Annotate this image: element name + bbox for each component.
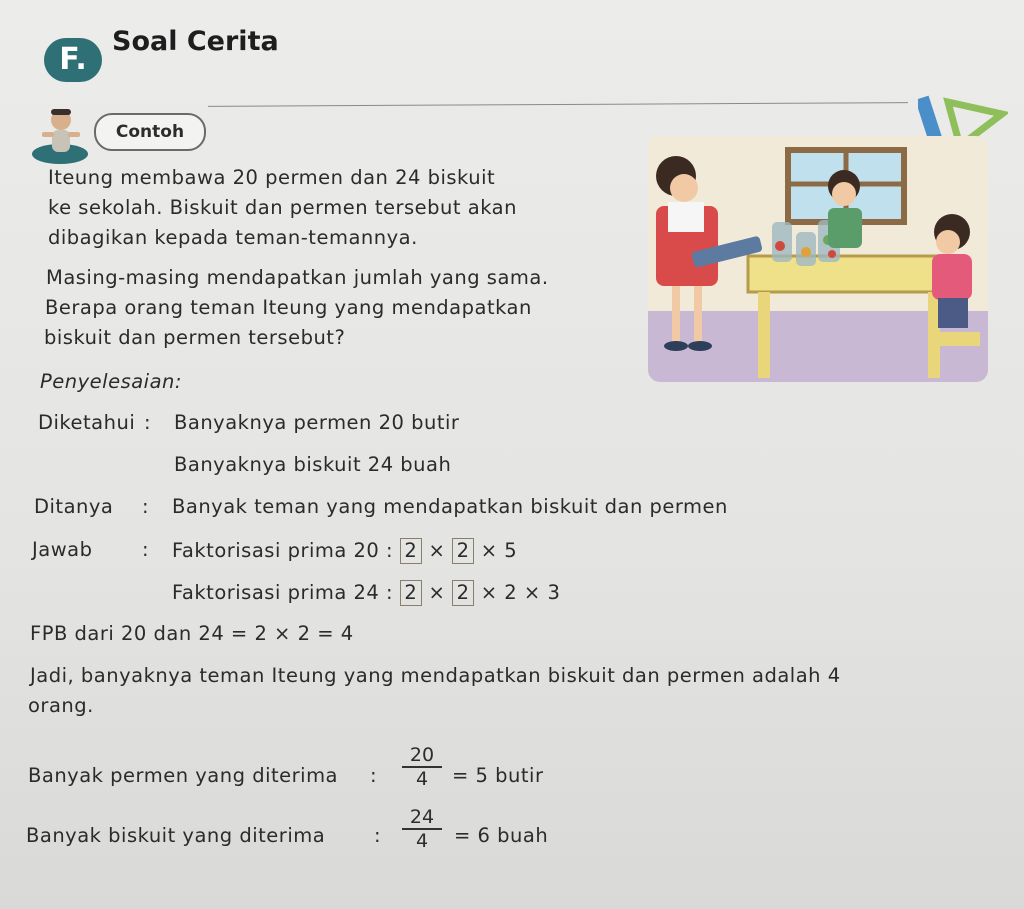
asked-colon: :: [142, 495, 150, 518]
known-line: Banyaknya biskuit 24 buah: [174, 453, 452, 476]
problem-line: Berapa orang teman Iteung yang mendapatkan: [45, 296, 532, 319]
biscuit-colon: :: [374, 824, 382, 847]
known-colon: :: [144, 411, 152, 434]
section-badge: F.: [44, 38, 102, 82]
fraction-numerator: 20: [402, 744, 442, 768]
classroom-illustration: [648, 136, 988, 382]
known-label: Diketahui: [38, 411, 136, 434]
fraction-denominator: 4: [415, 768, 429, 790]
problem-line: Iteung membawa 20 permen dan 24 biskuit: [48, 166, 496, 189]
biscuit-label: Banyak biskuit yang diterima: [26, 824, 326, 847]
answer-label: Jawab: [32, 538, 93, 561]
candy-label: Banyak permen yang diterima: [28, 764, 339, 787]
problem-line: ke sekolah. Biskuit dan permen tersebut akan: [48, 196, 517, 219]
fraction-numerator: 24: [402, 806, 442, 830]
fpb-line: FPB dari 20 dan 24 = 2 × 2 = 4: [30, 622, 354, 645]
conclusion-line: orang.: [28, 694, 94, 717]
candy-fraction: [402, 744, 442, 790]
student-mascot-icon: [30, 104, 92, 166]
prime-label-24: Faktorisasi prima 24 :: [172, 581, 394, 604]
example-label: Contoh: [94, 113, 206, 151]
prime-label-20: Faktorisasi prima 20 :: [172, 539, 394, 562]
asked-label: Ditanya: [34, 495, 114, 518]
known-line: Banyaknya permen 20 butir: [174, 411, 460, 434]
problem-line: dibagikan kepada teman-temannya.: [48, 226, 418, 249]
times-sign: ×: [428, 581, 446, 604]
remaining-factors: × 2 × 3: [480, 581, 561, 604]
problem-line: biskuit dan permen tersebut?: [44, 326, 346, 349]
boxed-factor: 2: [400, 580, 422, 606]
problem-line: Masing-masing mendapatkan jumlah yang sama.: [46, 266, 549, 289]
boxed-factor: 2: [400, 538, 422, 564]
solution-label: Penyelesaian:: [40, 370, 182, 393]
section-title: Soal Cerita: [112, 26, 279, 57]
boxed-factor: 2: [452, 538, 474, 564]
biscuit-result: = 6 buah: [454, 824, 549, 847]
divider-line: [208, 102, 908, 107]
remaining-factors: × 5: [480, 539, 518, 562]
candy-result: = 5 butir: [452, 764, 544, 787]
candy-colon: :: [370, 764, 378, 787]
fraction-denominator: 4: [415, 830, 429, 852]
biscuit-fraction: [402, 806, 442, 852]
times-sign: ×: [428, 539, 446, 562]
prime-factorization-20: [172, 538, 517, 564]
prime-factorization-24: [172, 580, 560, 606]
boxed-factor: 2: [452, 580, 474, 606]
answer-colon: :: [142, 538, 150, 561]
asked-text: Banyak teman yang mendapatkan biskuit dan permen: [172, 495, 728, 518]
conclusion-line: Jadi, banyaknya teman Iteung yang mendapatkan biskuit dan permen adalah 4: [30, 664, 841, 687]
